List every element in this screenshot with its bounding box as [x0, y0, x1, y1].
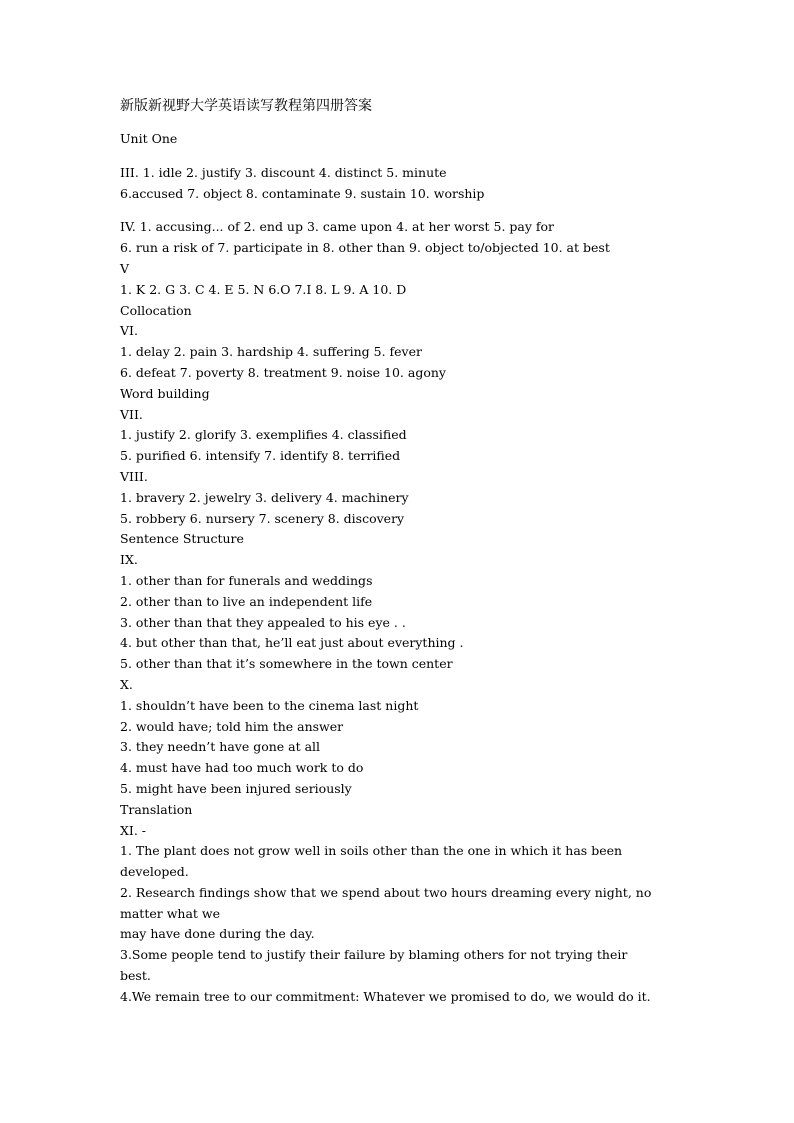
document-page [120, 96, 710, 1008]
answer-line: 4. must have had too much work to do [120, 760, 364, 776]
answer-line: 5. robbery 6. nursery 7. scenery 8. discovery [120, 510, 405, 526]
document-title: 新版新视野大学英语读写教程第四册答案 [120, 98, 372, 114]
answer-line: 1. bravery 2. jewelry 3. delivery 4. machinery [120, 489, 409, 505]
answer-line: 6.accused 7. object 8. contaminate 9. sustain 10. worship [120, 185, 485, 201]
answer-line: 2. Research findings show that we spend about two hours dreaming every night, no [120, 884, 652, 900]
answer-line: VI. [120, 323, 138, 339]
answer-line: III. 1. idle 2. justify 3. discount 4. distinct 5. minute [120, 164, 447, 180]
answer-line: 3.Some people tend to justify their failure by blaming others for not trying their [120, 947, 628, 963]
answer-line: 1. K 2. G 3. C 4. E 5. N 6.O 7.I 8. L 9. A 10. D [120, 281, 407, 297]
unit-heading: Unit One [120, 131, 178, 146]
answer-line: 5. might have been injured seriously [120, 780, 352, 796]
answer-line: 3. they needn’t have gone at all [120, 739, 321, 755]
answer-line: Translation [120, 801, 193, 817]
answer-line: 4.We remain tree to our commitment: Whatever we promised to do, we would do it. [120, 988, 651, 1004]
answer-line: developed. [120, 864, 189, 880]
answer-line: Sentence Structure [120, 531, 244, 547]
answer-section [120, 163, 710, 205]
answer-line: best. [120, 968, 151, 984]
answer-section [120, 217, 710, 1007]
answer-line: 2. other than to live an independent life [120, 593, 373, 609]
spacer [120, 150, 710, 163]
answer-line: 6. defeat 7. poverty 8. treatment 9. noise 10. agony [120, 364, 446, 380]
answer-line: 1. other than for funerals and weddings [120, 572, 373, 588]
spacer [120, 204, 710, 217]
answer-line: 1. shouldn’t have been to the cinema last night [120, 697, 419, 713]
answer-line: 5. other than that it’s somewhere in the town center [120, 656, 453, 672]
answer-line: X. [120, 676, 133, 692]
spacer [120, 116, 710, 129]
answer-line: 4. but other than that, he’ll eat just about everything . [120, 635, 464, 651]
answer-line: Collocation [120, 302, 192, 318]
answer-line: 2. would have; told him the answer [120, 718, 344, 734]
answer-line: 6. run a risk of 7. participate in 8. other than 9. object to/objected 10. at best [120, 240, 610, 256]
answer-line: VIII. [120, 468, 148, 484]
answer-line: 1. The plant does not grow well in soils other than the one in which it has been [120, 843, 623, 859]
answer-blocks [120, 163, 710, 1008]
answer-line: 3. other than that they appealed to his eye . . [120, 614, 406, 630]
answer-line: 1. delay 2. pain 3. hardship 4. suffering 5. fever [120, 344, 422, 360]
answer-line: may have done during the day. [120, 926, 315, 942]
answer-line: V [120, 260, 130, 276]
answer-line: Word building [120, 385, 210, 401]
answer-line: XI. - [120, 822, 147, 838]
answer-line: 5. purified 6. intensify 7. identify 8. terrified [120, 448, 401, 464]
answer-line: 1. justify 2. glorify 3. exemplifies 4. classified [120, 427, 407, 443]
answer-line: matter what we [120, 905, 220, 921]
answer-line: IV. 1. accusing... of 2. end up 3. came upon 4. at her worst 5. pay for [120, 219, 555, 235]
answer-line: IX. [120, 552, 138, 568]
answer-line: VII. [120, 406, 143, 422]
